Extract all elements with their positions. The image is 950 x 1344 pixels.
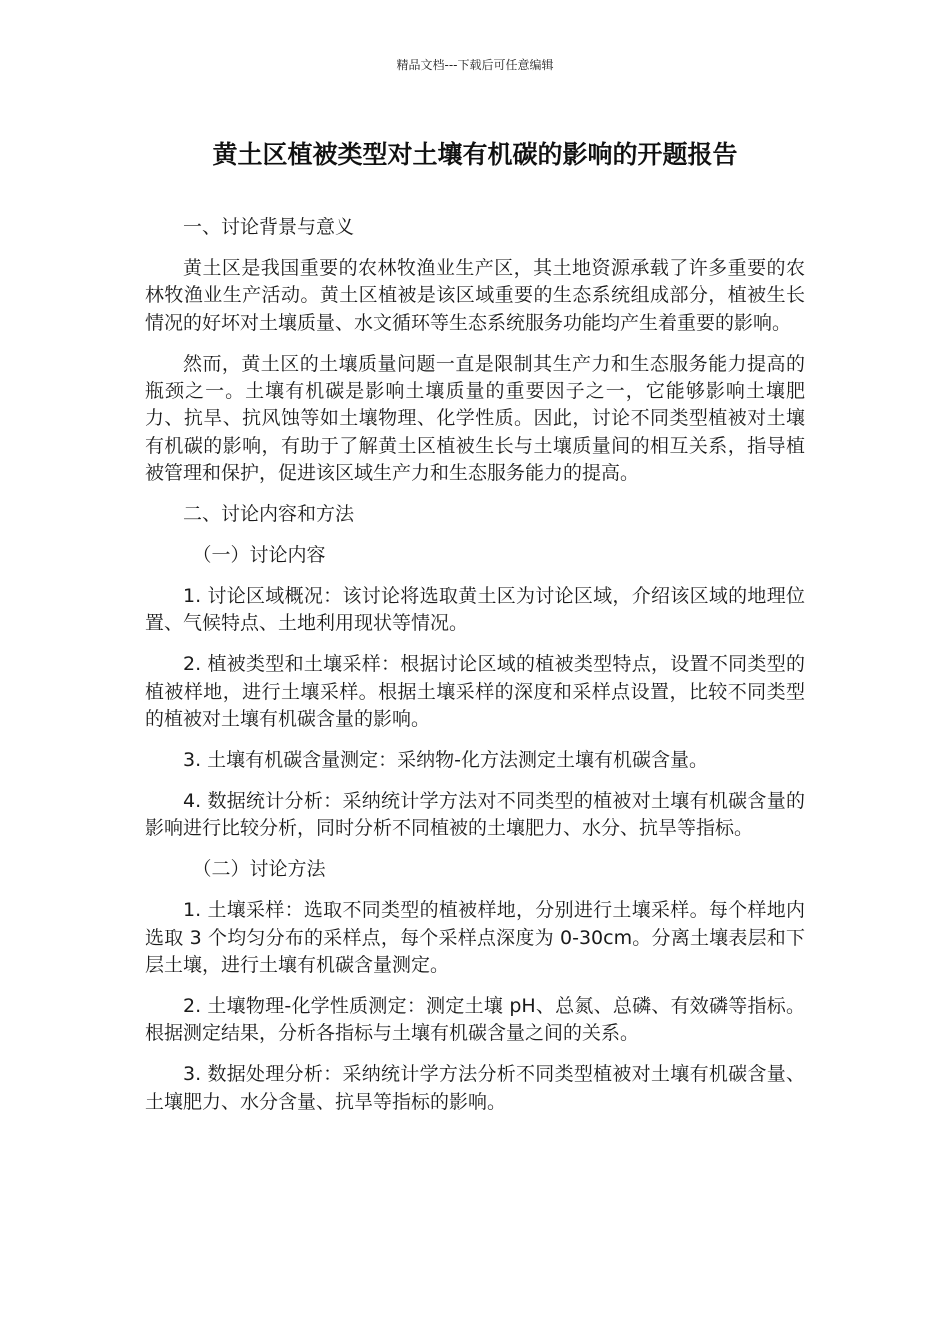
section-heading-background: 一、讨论背景与意义 — [183, 216, 355, 238]
document-title: 黄土区植被类型对土壤有机碳的影响的开题报告 — [212, 140, 738, 169]
list-item: 4. 数据统计分析：采纳统计学方法对不同类型的植被对土壤有机碳含量的影响进行比较分析，同时分析不同植被的土壤肥力、水分、抗旱等指标。 — [145, 789, 805, 840]
section-heading-content-methods: 二、讨论内容和方法 — [183, 503, 355, 526]
list-item: 1. 土壤采样：选取不同类型的植被样地，分别进行土壤采样。每个样地内选取 3 个均匀分布的采样点，每个采样点深度为 0-30cm。分离土壤表层和下层土壤，进行土壤有机碳含量测定。 — [145, 899, 805, 976]
subsection-heading-methods: （二）讨论方法 — [192, 858, 326, 881]
list-item: 2. 植被类型和土壤采样：根据讨论区域的植被类型特点，设置不同类型的植被样地，进行土壤采样。根据土壤采样的深度和采样点设置，比较不同类型的植被对土壤有机碳含量的影响。 — [145, 653, 805, 731]
list-item: 3. 数据处理分析：采纳统计学方法分析不同类型植被对土壤有机碳含量、土壤肥力、水分含量、抗旱等指标的影响。 — [145, 1063, 805, 1113]
list-item: 3. 土壤有机碳含量测定：采纳物-化方法测定土壤有机碳含量。 — [183, 749, 709, 771]
paragraph: 然而，黄土区的土壤质量问题一直是限制其生产力和生态服务能力提高的瓶颈之一。土壤有机碳是影响土壤质量的重要因子之一，它能够影响土壤肥力、抗旱、抗风蚀等如土壤物理、化学性质。因此，讨论不同类型植被对土壤有机碳的影响，有助于了解黄土区植被生长与土壤质量间的相互关系，指导植被管理和保护，促进该区域生产力和生态服务能力的提高。 — [145, 352, 805, 485]
list-item: 2. 土壤物理-化学性质测定：测定土壤 pH、总氮、总磷、有效磷等指标。根据测定结果，分析各指标与土壤有机碳含量之间的关系。 — [145, 994, 805, 1045]
paragraph: 黄土区是我国重要的农林牧渔业生产区，其土地资源承载了许多重要的农林牧渔业生产活动。黄土区植被是该区域重要的生态系统组成部分，植被生长情况的好坏对土壤质量、水文循环等生态系统服务功能均产生着重要的影响。 — [145, 256, 805, 334]
header-note: 精品文档---下载后可任意编辑 — [396, 58, 554, 72]
subsection-heading-content: （一）讨论内容 — [192, 544, 326, 567]
document-body — [145, 214, 805, 1129]
list-item: 1. 讨论区域概况：该讨论将选取黄土区为讨论区域，介绍该区域的地理位置、气候特点、土地利用现状等情况。 — [145, 584, 805, 635]
